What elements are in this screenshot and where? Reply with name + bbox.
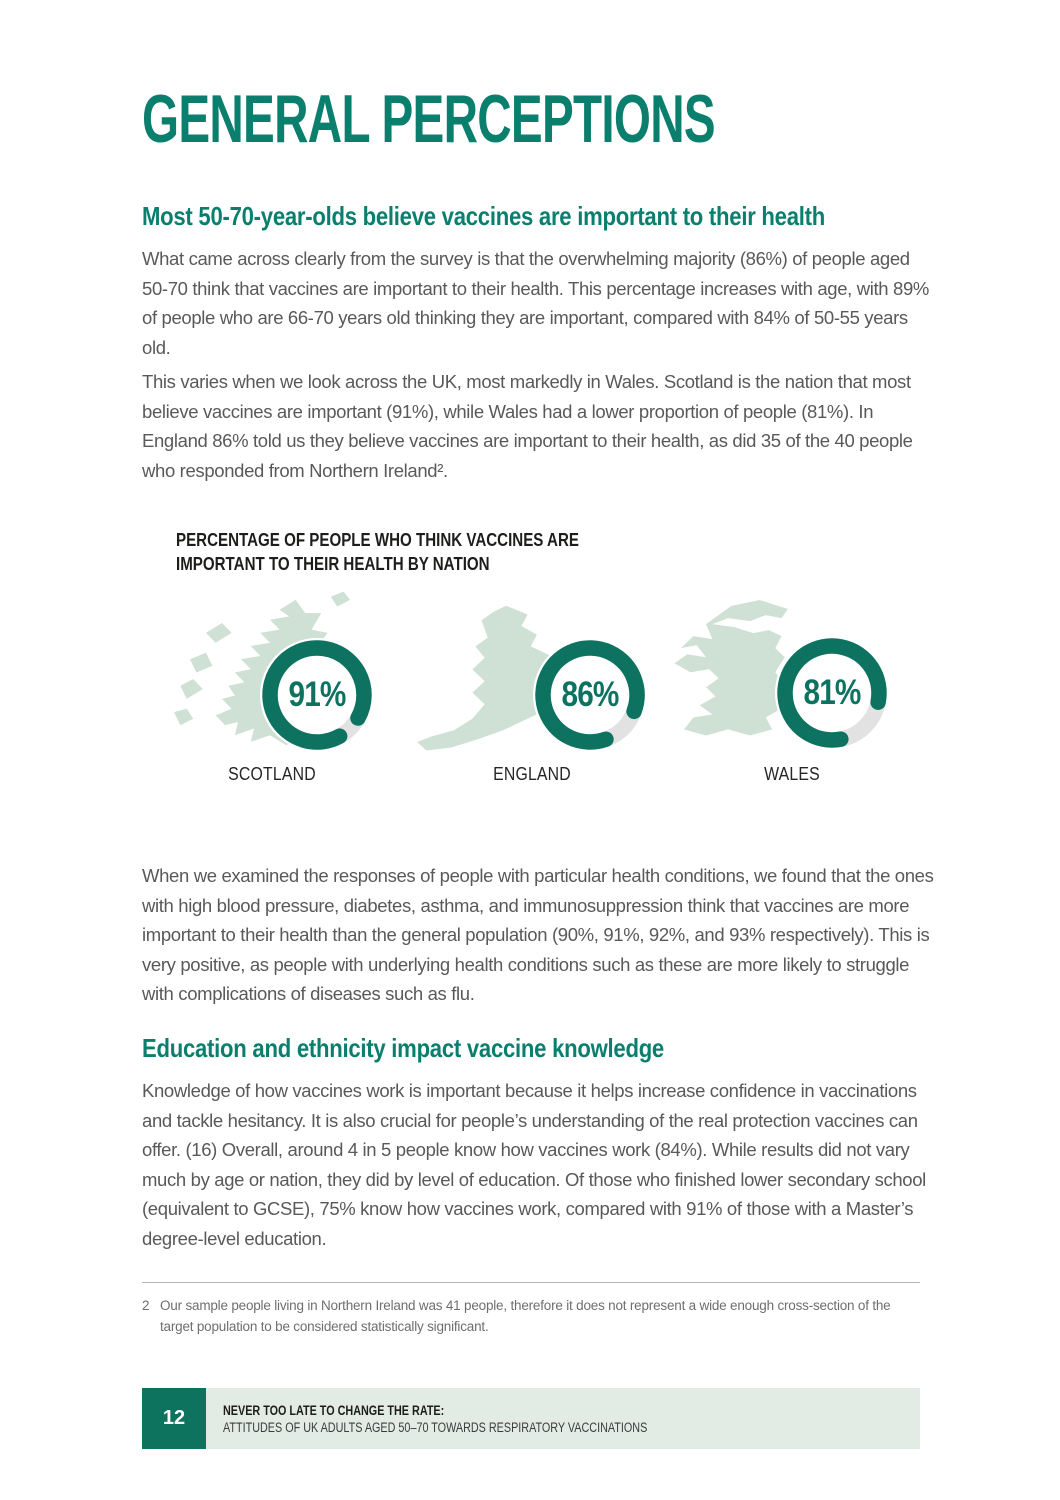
footnote-marker: 2 — [142, 1298, 150, 1313]
section-heading-education-ethnicity: Education and ethnicity impact vaccine knowledge — [142, 1033, 664, 1063]
footer-report-title: NEVER TOO LATE TO CHANGE THE RATE: — [223, 1402, 445, 1418]
chart-title: PERCENTAGE OF PEOPLE WHO THINK VACCINES ARE IMPORTANT TO THEIR HEALTH BY NATION — [176, 530, 579, 574]
england-label: ENGLAND — [493, 764, 571, 784]
paragraph-vaccine-knowledge: Knowledge of how vaccines work is important because it helps increase confidence in vaccinations and tackle hesitancy. It is also crucial for people’s understanding of the real protection vaccines can offer. (16) Overall, around 4 in 5 people know how vaccines work (84%). While results did not vary much by age or nation, they did by level of education. Of those who finished lower secondary school (equivalent to GCSE), 75% know how vaccines work, compared with 91% of those with a Master’s degree-level education. — [142, 1080, 926, 1249]
paragraph-survey-majority: What came across clearly from the survey is that the overwhelming majority (86%) of people aged 50-70 think that vaccines are important to their health. This percentage increases with age, with 89% of people who are 66-70 years old thinking they are important, compared with 84% of 50-55 years old. — [142, 248, 929, 358]
page-number: 12 — [142, 1388, 206, 1449]
footer-bar — [206, 1388, 920, 1449]
england-percentage: 86% — [561, 675, 619, 714]
footnote — [142, 1295, 922, 1337]
scotland-label: SCOTLAND — [228, 764, 316, 784]
scotland-donut — [257, 635, 377, 755]
footnote-text: Our sample people living in Northern Ireland was 41 people, therefore it does not represent a wide enough cross-section of the target population to be considered statistically significant. — [160, 1298, 891, 1334]
paragraph-health-conditions: When we examined the responses of people with particular health conditions, we found that the ones with high blood pressure, diabetes, asthma, and immunosuppression think that vaccines are more important to their health than the general population (90%, 91%, 92%, and 93% respectively). This is very positive, as people with underlying health conditions such as these are more likely to struggle with complications of diseases such as flu. — [142, 865, 934, 1005]
paragraph-uk-variation: This varies when we look across the UK, most markedly in Wales. Scotland is the nation that most believe vaccines are important (91%), while Wales had a lower proportion of people (81%). In England 86% told us they believe vaccines are important to their health, as did 35 of the 40 people who responded from Northern Ireland². — [142, 371, 913, 481]
footer-report-subtitle: ATTITUDES OF UK ADULTS AGED 50–70 TOWARDS RESPIRATORY VACCINATIONS — [223, 1419, 648, 1435]
section-heading-vaccine-importance: Most 50-70-year-olds believe vaccines are important to their health — [142, 201, 825, 231]
wales-percentage: 81% — [803, 673, 861, 712]
page-footer — [142, 1388, 920, 1449]
scotland-percentage: 91% — [288, 675, 346, 714]
nation-block-england — [402, 588, 662, 793]
chart-nations-row — [142, 588, 922, 793]
footnote-divider — [142, 1282, 920, 1283]
page-title: GENERAL PERCEPTIONS — [142, 81, 715, 157]
nation-block-wales — [662, 588, 922, 793]
wales-donut — [772, 633, 892, 753]
wales-label: WALES — [764, 764, 820, 784]
nation-block-scotland — [142, 588, 402, 793]
england-donut — [530, 635, 650, 755]
